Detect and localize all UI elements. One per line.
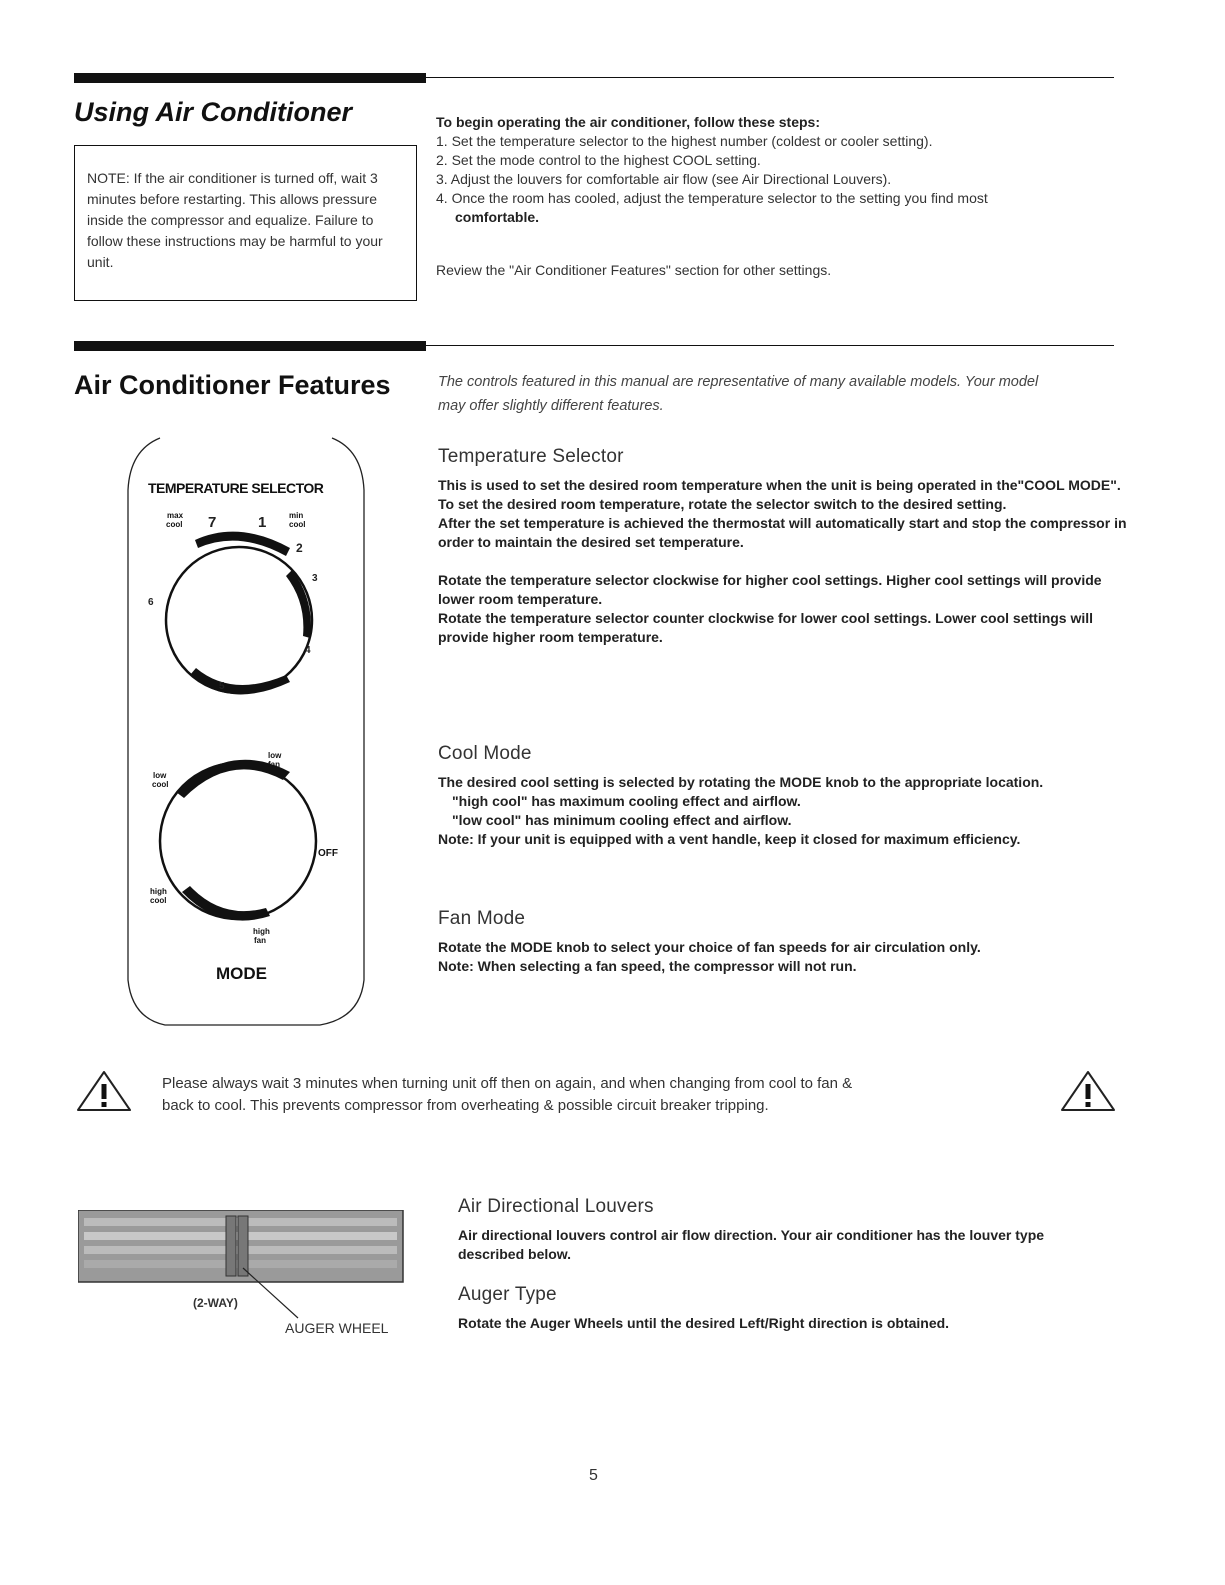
cool-mode-section — [438, 743, 1118, 849]
temp-label-one: 1 — [258, 514, 267, 531]
disclaimer — [438, 370, 1138, 418]
cool-mode-body — [438, 773, 1118, 849]
note-box — [74, 145, 417, 301]
auger-p1: Rotate the Auger Wheels until the desired Left/Right direction is obtained. — [458, 1315, 950, 1331]
cool-mode-heading: Cool Mode — [438, 743, 532, 764]
temperature-dial-wedge-bottom — [190, 668, 290, 694]
louvers-heading: Air Directional Louvers — [458, 1196, 654, 1217]
temperature-selector-p2: To set the desired room temperature, rotate the selector switch to the desired setting. — [438, 496, 1007, 512]
mode-dial-label: MODE — [216, 964, 267, 983]
mode-label-high2: high — [253, 927, 270, 936]
step-2: 2. Set the mode control to the highest COOL setting. — [436, 152, 761, 168]
step-3: 3. Adjust the louvers for comfortable air flow (see Air Directional Louvers). — [436, 171, 892, 187]
temp-label-five: 5 — [219, 681, 225, 692]
section1-rule-thin — [426, 77, 1114, 78]
temp-label-cool1: cool — [166, 520, 183, 529]
steps-intro: To begin operating the air conditioner, follow these steps: — [436, 114, 820, 130]
fan-mode-body — [438, 938, 1128, 976]
steps-block — [436, 113, 1116, 280]
temperature-selector-section — [438, 446, 1128, 647]
mode-label-high1: high — [150, 887, 167, 896]
control-panel-illustration — [120, 420, 380, 1030]
louver-label-2way: (2-WAY) — [193, 1296, 238, 1310]
warning-line2: back to cool. This prevents compressor from overheating & possible circuit breaker tripping. — [162, 1097, 769, 1114]
louver-illustration — [78, 1210, 408, 1320]
disclaimer-line2: may offer slightly different features. — [438, 398, 664, 414]
review-text: Review the "Air Conditioner Features" section for other settings. — [436, 262, 832, 278]
mode-dial-wedge-bottom — [182, 886, 270, 921]
step-1: 1. Set the temperature selector to the highest number (coldest or cooler setting). — [436, 133, 933, 149]
temperature-selector-body — [438, 476, 1128, 647]
temperature-dial-circle — [166, 547, 312, 693]
warning-text — [162, 1073, 1042, 1117]
note-text: NOTE: If the air conditioner is turned off, wait 3 minutes before restarting. This allows pressure inside the compressor and equalize. Failure to follow these instructions may be harmful to your unit. — [87, 170, 383, 270]
mode-label-cool1: cool — [152, 780, 169, 789]
warning-line1: Please always wait 3 minutes when turning unit off then on again, and when changing from cool to fan & — [162, 1075, 853, 1092]
disclaimer-line1: The controls featured in this manual are representative of many available models. Your model — [438, 374, 1039, 390]
mode-label-low1: low — [268, 751, 282, 760]
section2-title: Air Conditioner Features — [74, 370, 391, 400]
temperature-dial-wedge-right — [286, 570, 311, 638]
louvers-section — [458, 1196, 1108, 1333]
temperature-selector-p3: After the set temperature is achieved the thermostat will automatically start and stop the compressor in order to maintain the desired set temperature. — [438, 515, 1127, 550]
temperature-selector-p5: Rotate the temperature selector counter clockwise for lower cool settings. Lower cool settings will provide higher room temperature. — [438, 610, 1094, 645]
panel-outline — [128, 438, 364, 1025]
temp-label-four: 4 — [305, 645, 311, 656]
mode-label-cool2: cool — [150, 896, 167, 905]
cool-mode-p2: "high cool" has maximum cooling effect and airflow. — [452, 793, 801, 809]
section1-title: Using Air Conditioner — [74, 97, 352, 127]
step-4: 4. Once the room has cooled, adjust the temperature selector to the setting you find most — [436, 190, 988, 206]
mode-label-fan1: fan — [268, 760, 280, 769]
mode-label-low2: low — [153, 771, 167, 780]
mode-label-fan2: fan — [254, 936, 266, 945]
warning-icon-right — [1058, 1068, 1118, 1114]
auger-wheel-right — [238, 1216, 248, 1276]
temperature-selector-p1: This is used to set the desired room temperature when the unit is being operated in the"COOL MODE". — [438, 477, 1121, 493]
step-4-continued: comfortable. — [455, 209, 540, 225]
temp-label-max: max — [167, 511, 184, 520]
steps-list — [436, 132, 1116, 227]
cool-mode-p3: "low cool" has minimum cooling effect and airflow. — [452, 812, 792, 828]
fan-mode-heading: Fan Mode — [438, 908, 526, 929]
temp-label-min: min — [289, 511, 304, 520]
temp-dial-heading: TEMPERATURE SELECTOR — [148, 480, 324, 496]
section2-rule-thick — [74, 341, 426, 351]
fan-mode-p1: Rotate the MODE knob to select your choice of fan speeds for air circulation only. — [438, 939, 981, 955]
louver-label-wheel: AUGER WHEEL — [285, 1320, 389, 1336]
cool-mode-p1: The desired cool setting is selected by rotating the MODE knob to the appropriate location. — [438, 774, 1044, 790]
cool-mode-p4: Note: If your unit is equipped with a vent handle, keep it closed for maximum efficiency. — [438, 831, 1021, 847]
temperature-selector-p4: Rotate the temperature selector clockwise for higher cool settings. Higher cool settings will provide lower room temperature. — [438, 572, 1102, 607]
warning-icon — [74, 1068, 134, 1114]
temp-label-seven: 7 — [208, 514, 217, 531]
section1-rule-thick — [74, 73, 426, 83]
section2-rule-thin — [426, 345, 1114, 346]
fan-mode-section — [438, 908, 1128, 976]
auger-wheel-left — [226, 1216, 236, 1276]
fan-mode-p2: Note: When selecting a fan speed, the compressor will not run. — [438, 958, 857, 974]
louvers-p1: Air directional louvers control air flow direction. Your air conditioner has the louver type described below. — [458, 1227, 1045, 1262]
mode-label-off: OFF — [318, 848, 338, 859]
temp-label-three: 3 — [312, 573, 318, 584]
auger-heading: Auger Type — [458, 1284, 557, 1305]
temperature-selector-heading: Temperature Selector — [438, 446, 624, 467]
temp-label-cool2: cool — [289, 520, 306, 529]
temp-label-two: 2 — [296, 541, 303, 555]
temp-label-six: 6 — [148, 597, 154, 608]
page-number: 5 — [589, 1467, 598, 1484]
